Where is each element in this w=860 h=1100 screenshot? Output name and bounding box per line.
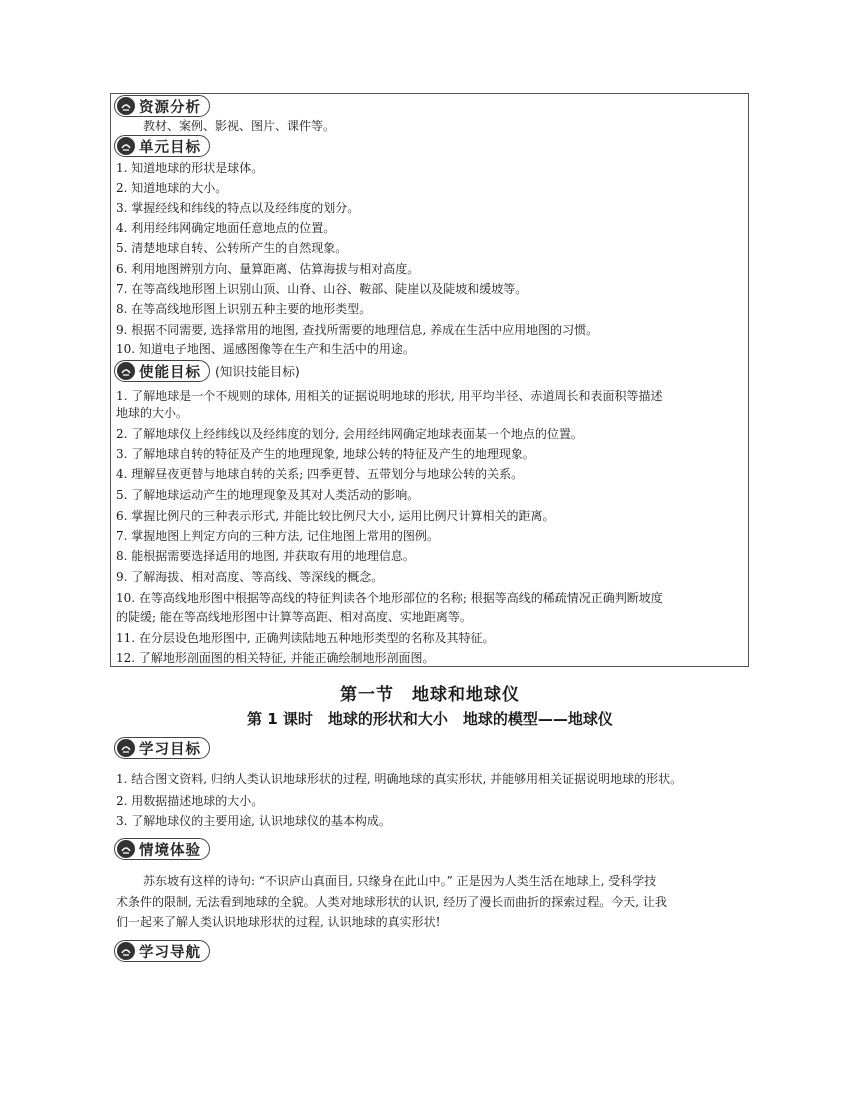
resources-title: 资源分析: [139, 99, 201, 116]
ability-goals-header: [114, 360, 300, 382]
ability-goal-item: 3. 了解地球自转的特征及产生的地理现象, 地球公转的特征及产生的地理现象。: [116, 447, 535, 461]
unit-goals-title: 单元目标: [139, 139, 201, 156]
ability-goal-item: 6. 掌握比例尺的三种表示形式, 并能比较比例尺大小, 运用比例尺计算相关的距离。: [116, 509, 555, 523]
book-swirl-icon: [117, 739, 135, 757]
section-heading: 第一节 地球和地球仪: [340, 685, 520, 705]
ability-goal-item: 7. 掌握地图上判定方向的三种方法, 记住地图上常用的图例。: [116, 529, 439, 543]
learning-goal-item: 2. 用数据描述地球的大小。: [116, 794, 264, 808]
scenario-line: 苏东坡有这样的诗句: “不识庐山真面目, 只缘身在此山中。” 正是因为人类生活在地球上, 受科学技: [143, 874, 657, 888]
lesson-heading: 第 1 课时 地球的形状和大小 地球的模型——地球仪: [247, 710, 613, 728]
unit-goal-item: 9. 根据不同需要, 选择常用的地图, 查找所需要的地理信息, 养成在生活中应用地图的习惯。: [116, 323, 599, 337]
book-swirl-icon: [117, 840, 135, 858]
ability-goals-subtitle: (知识技能目标): [215, 364, 300, 379]
scenario-line: 术条件的限制, 无法看到地球的全貌。人类对地球形状的认识, 经历了漫长而曲折的探索过程。今天, 让我: [116, 895, 667, 909]
learning-goal-item: 3. 了解地球仪的主要用途, 认识地球仪的基本构成。: [116, 814, 391, 828]
scenario-header: [114, 838, 210, 860]
ability-goal-item: 1. 了解地球是一个不规则的球体, 用相关的证据说明地球的形状, 用平均半径、赤道周长和表面积等描述: [116, 389, 663, 403]
unit-goal-item: 8. 在等高线地形图上识别五种主要的地形类型。: [116, 302, 372, 316]
resources-header: [114, 95, 210, 117]
ability-goal-item: 11. 在分层设色地形图中, 正确判读陆地五种地形类型的名称及其特征。: [116, 631, 495, 645]
unit-goal-item: 7. 在等高线地形图上识别山顶、山脊、山谷、鞍部、陡崖以及陡坡和缓坡等。: [116, 282, 528, 296]
unit-goal-item: 3. 掌握经线和纬线的特点以及经纬度的划分。: [116, 201, 360, 215]
learning-goals-header: [114, 737, 210, 759]
ability-goal-item: 9. 了解海拔、相对高度、等高线、等深线的概念。: [116, 570, 384, 584]
learning-goals-title: 学习目标: [139, 741, 201, 758]
unit-goals-header: [114, 135, 210, 157]
navigation-header: [114, 940, 210, 962]
unit-goal-item: 2. 知道地球的大小。: [116, 181, 228, 195]
unit-goal-item: 6. 利用地图辨别方向、量算距离、估算海拔与相对高度。: [116, 262, 420, 276]
ability-goal-item: 地球的大小。: [116, 406, 189, 420]
unit-goal-item: 10. 知道电子地图、遥感图像等在生产和生活中的用途。: [116, 342, 415, 356]
scenario-line: 们一起来了解人类认识地球形状的过程, 认识地球的真实形状!: [116, 915, 441, 929]
ability-goal-item: 10. 在等高线地形图中根据等高线的特征判读各个地形部位的名称; 根据等高线的稀疏情况正确判断坡度: [116, 591, 663, 605]
scenario-title: 情境体验: [139, 842, 201, 859]
ability-goal-item: 4. 理解昼夜更替与地球自转的关系; 四季更替、五带划分与地球公转的关系。: [116, 467, 524, 481]
ability-goal-item: 12. 了解地形剖面图的相关特征, 并能正确绘制地形剖面图。: [116, 651, 435, 665]
book-swirl-icon: [117, 942, 135, 960]
unit-goal-item: 5. 清楚地球自转、公转所产生的自然现象。: [116, 241, 348, 255]
ability-goal-item: 5. 了解地球运动产生的地理现象及其对人类活动的影响。: [116, 488, 420, 502]
ability-goal-item: 8. 能根据需要选择适用的地图, 并获取有用的地理信息。: [116, 549, 415, 563]
resources-text: 教材、案例、影视、图片、课件等。: [143, 119, 336, 133]
unit-goal-item: 1. 知道地球的形状是球体。: [116, 161, 264, 175]
book-swirl-icon: [117, 362, 135, 380]
book-swirl-icon: [117, 97, 135, 115]
book-swirl-icon: [117, 137, 135, 155]
unit-goal-item: 4. 利用经纬网确定地面任意地点的位置。: [116, 221, 336, 235]
navigation-title: 学习导航: [139, 944, 201, 961]
ability-goals-title: 使能目标: [139, 364, 201, 381]
ability-goal-item: 的陡缓; 能在等高线地形图中计算等高距、相对高度、实地距离等。: [116, 610, 472, 624]
ability-goal-item: 2. 了解地球仪上经纬线以及经纬度的划分, 会用经纬网确定地球表面某一个地点的位置。: [116, 427, 583, 441]
learning-goal-item: 1. 结合图文资料, 归纳人类认识地球形状的过程, 明确地球的真实形状, 并能够用相关证据说明地球的形状。: [116, 772, 683, 786]
